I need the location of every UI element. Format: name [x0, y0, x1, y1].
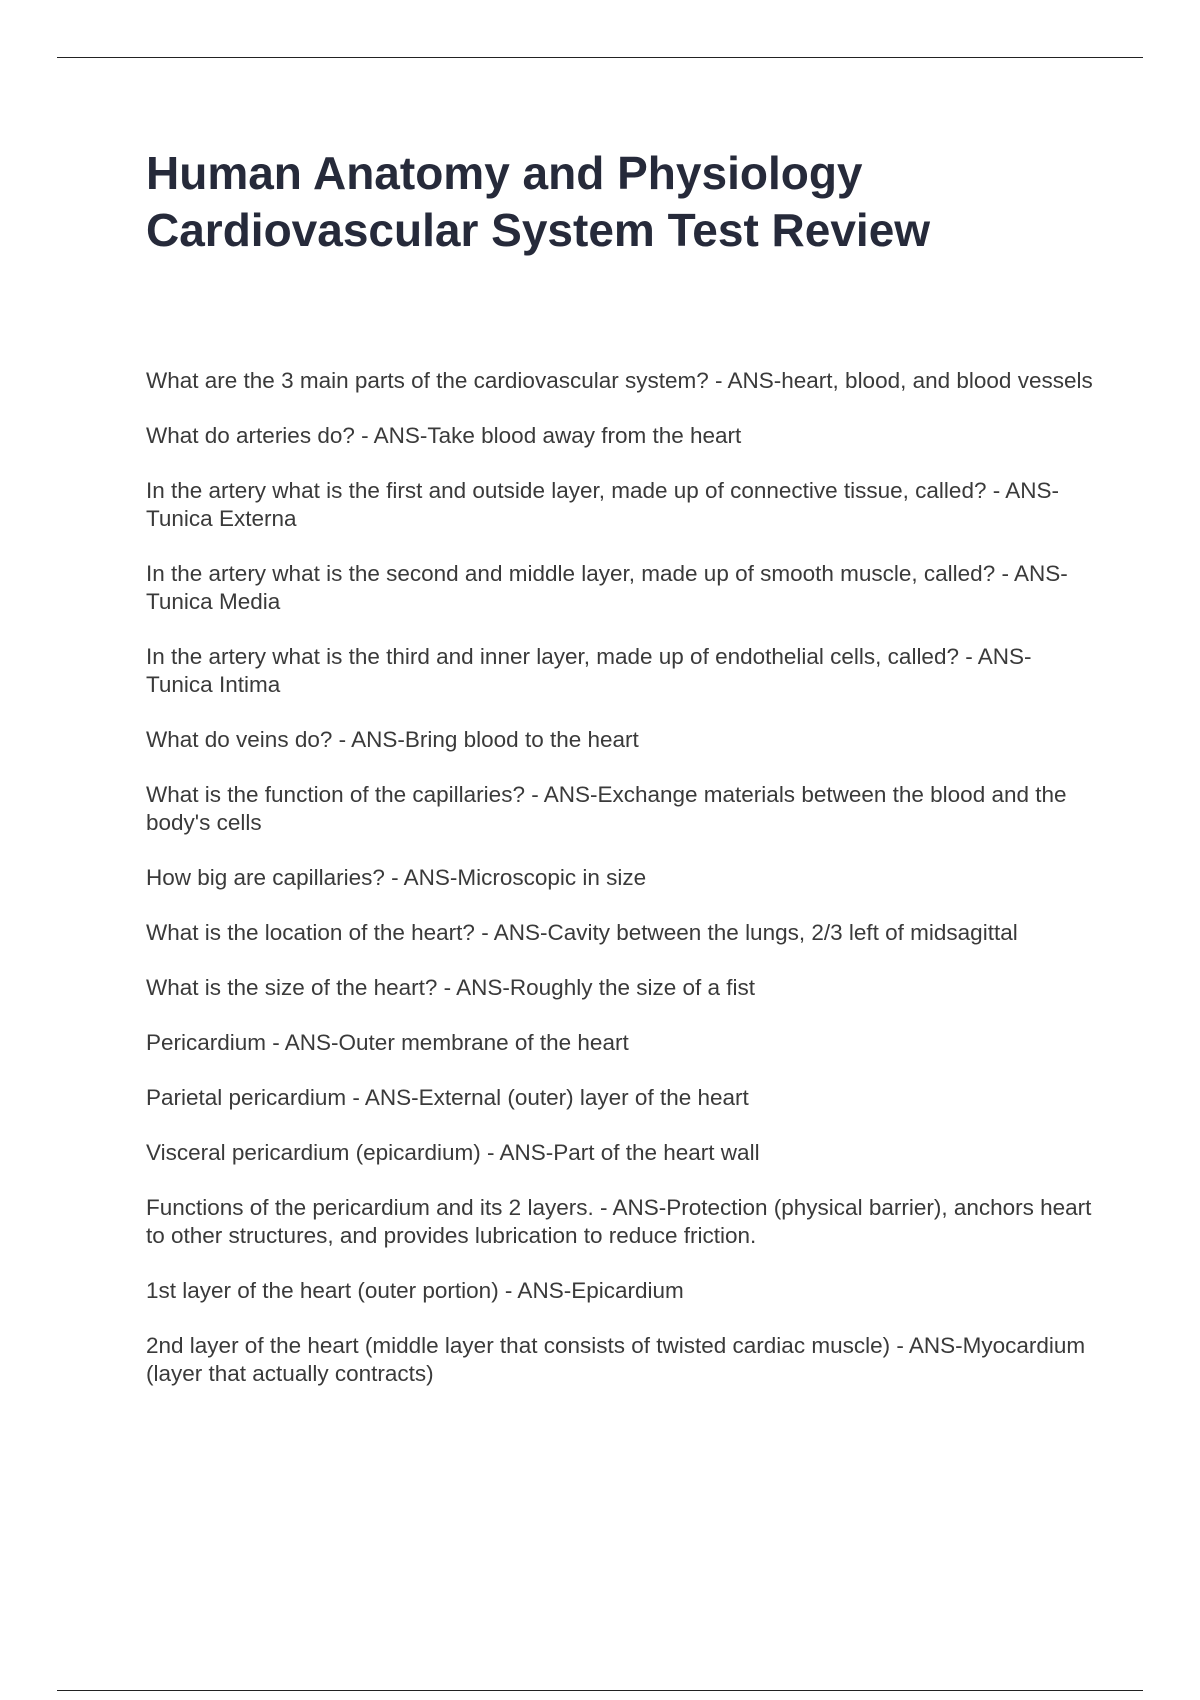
qa-item: 2nd layer of the heart (middle layer that consists of twisted cardiac muscle) - ANS-Myocardium (layer that actually contracts) — [146, 1333, 1086, 1386]
title-line-2: Cardiovascular System Test Review — [146, 204, 931, 256]
qa-item: How big are capillaries? - ANS-Microscopic in size — [146, 865, 647, 890]
document-title — [146, 145, 1106, 259]
qa-item: Functions of the pericardium and its 2 layers. - ANS-Protection (physical barrier), anchors heart to other structures, and provides lubrication to reduce friction. — [146, 1195, 1092, 1248]
qa-item: In the artery what is the third and inner layer, made up of endothelial cells, called? - ANS-Tunica Intima — [146, 644, 1032, 697]
qa-item: Visceral pericardium (epicardium) - ANS-Part of the heart wall — [146, 1140, 760, 1165]
qa-item: In the artery what is the first and outside layer, made up of connective tissue, called? - ANS-Tunica Externa — [146, 478, 1059, 531]
qa-item: What is the function of the capillaries? - ANS-Exchange materials between the blood and the body's cells — [146, 782, 1067, 835]
qa-item: 1st layer of the heart (outer portion) - ANS-Epicardium — [146, 1278, 684, 1303]
title-line-1: Human Anatomy and Physiology — [146, 147, 863, 199]
qa-item: Parietal pericardium - ANS-External (outer) layer of the heart — [146, 1085, 749, 1110]
bottom-rule — [57, 1690, 1143, 1691]
qa-item: What is the size of the heart? - ANS-Roughly the size of a fist — [146, 975, 756, 1000]
qa-list — [146, 367, 1096, 1415]
qa-item: In the artery what is the second and middle layer, made up of smooth muscle, called? - ANS-Tunica Media — [146, 561, 1068, 614]
qa-item: What is the location of the heart? - ANS-Cavity between the lungs, 2/3 left of midsagittal — [146, 920, 1018, 945]
qa-item: What do veins do? - ANS-Bring blood to the heart — [146, 727, 639, 752]
qa-item: What do arteries do? - ANS-Take blood away from the heart — [146, 423, 742, 448]
qa-item: What are the 3 main parts of the cardiovascular system? - ANS-heart, blood, and blood vessels — [146, 368, 1093, 393]
qa-item: Pericardium - ANS-Outer membrane of the heart — [146, 1030, 629, 1055]
top-rule — [57, 57, 1143, 58]
